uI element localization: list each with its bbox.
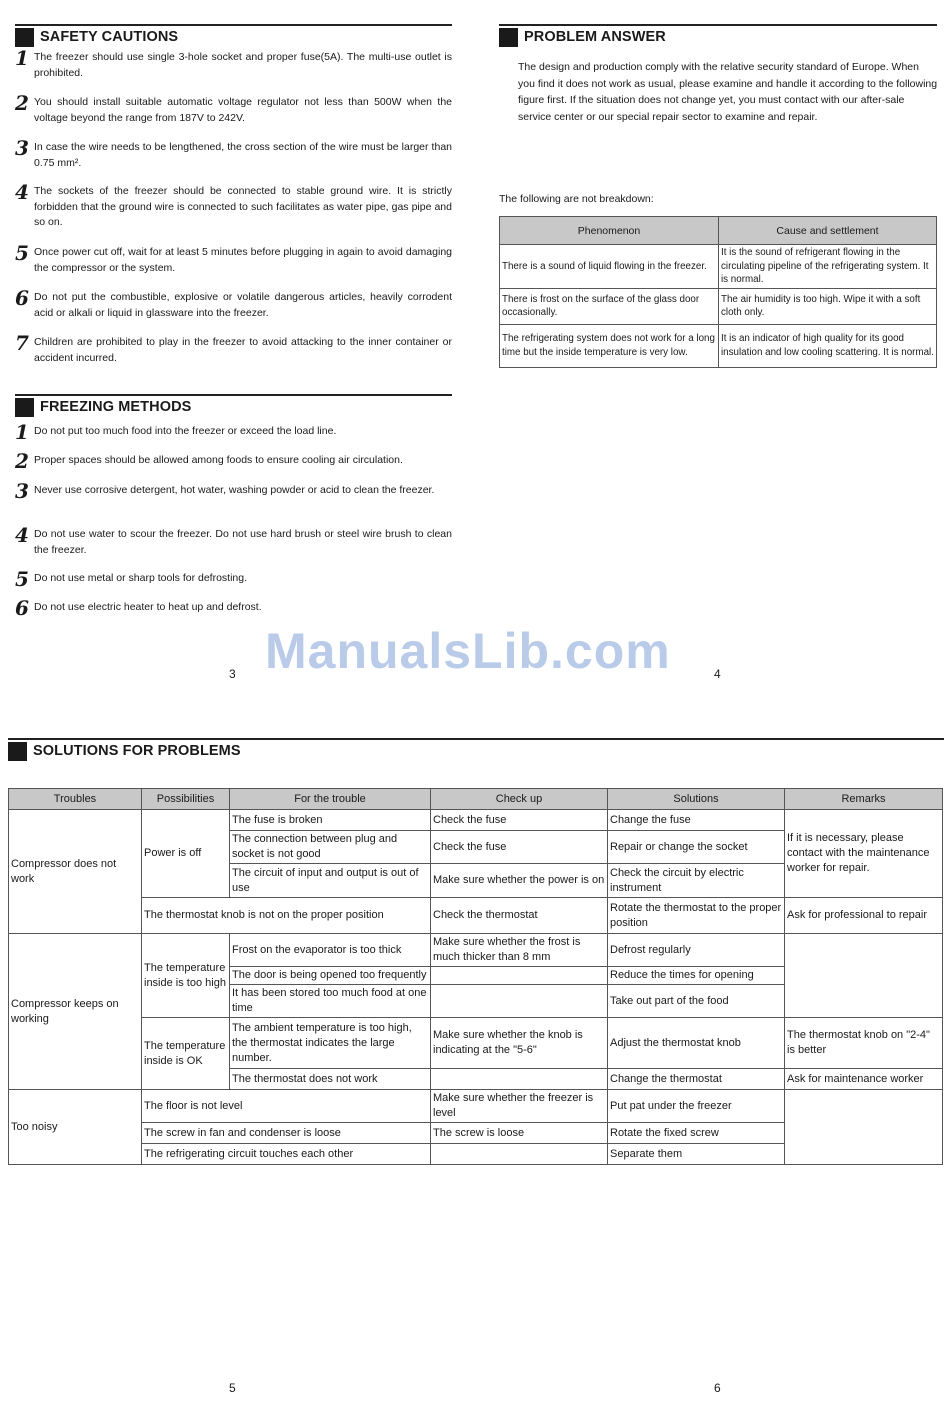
table-row <box>9 1090 943 1123</box>
heading-block-marker <box>15 28 34 47</box>
item-number: 1 <box>15 420 29 444</box>
solutions-heading <box>8 740 408 762</box>
item-text: Do not use water to scour the freezer. Do not use hard brush or steel wire brush to clean the freezer. <box>34 528 452 556</box>
problem-answer-title: PROBLEM ANSWER <box>524 29 666 45</box>
table-header: Phenomenon <box>500 217 719 245</box>
item-text: Do not use electric heater to heat up and defrost. <box>34 601 262 613</box>
table-cell: The thermostat knob is not on the proper position <box>142 898 431 934</box>
freezing-item <box>15 479 452 503</box>
item-text: Do not put the combustible, explosive or volatile dangerous articles, heavily corrodent acid or alkali or liquid in glassware into the freezer. <box>34 291 452 319</box>
page-number: 6 <box>714 1381 721 1395</box>
table-cell: The screw is loose <box>431 1123 608 1144</box>
table-cell: Rotate the thermostat to the proper position <box>608 898 785 934</box>
item-text: The sockets of the freezer should be connected to stable ground wire. It is strictly forbidden that the ground wire is connected to such facilitates as water pipe, gas pipe and so on. <box>34 185 452 228</box>
table-cell: The thermostat does not work <box>230 1069 431 1090</box>
possibility-cell: Power is off <box>142 810 230 898</box>
table-cell: It is the sound of refrigerant flowing in the circulating pipeline of the refrigerating system. It is normal. <box>719 245 937 289</box>
table-row <box>500 324 937 367</box>
problem-answer-heading <box>499 24 937 48</box>
freezing-item <box>15 567 452 591</box>
remark-cell: Ask for maintenance worker <box>785 1069 943 1090</box>
safety-item <box>15 180 452 231</box>
item-text: Once power cut off, wait for at least 5 minutes before plugging in again to avoid damaging the compressor or the system. <box>34 246 452 274</box>
table-cell: It has been stored too much food at one time <box>230 985 431 1018</box>
remark-cell <box>785 934 943 1018</box>
table-cell: The circuit of input and output is out of use <box>230 864 431 898</box>
table-cell <box>431 1069 608 1090</box>
safety-item <box>15 286 452 321</box>
table-header: Remarks <box>785 789 943 810</box>
item-number: 1 <box>15 46 29 70</box>
table-cell: Put pat under the freezer <box>608 1090 785 1123</box>
safety-item <box>15 136 452 171</box>
table-row <box>9 898 943 934</box>
table-row <box>9 1018 943 1069</box>
table-cell: Make sure whether the freezer is level <box>431 1090 608 1123</box>
item-number: 5 <box>15 567 29 591</box>
item-number: 3 <box>15 479 29 503</box>
table-cell: Change the fuse <box>608 810 785 831</box>
safety-item <box>15 241 452 276</box>
table-header: Check up <box>431 789 608 810</box>
watermark: ManualsLib.com <box>265 623 671 679</box>
item-number: 4 <box>15 523 29 547</box>
table-cell: Check the circuit by electric instrument <box>608 864 785 898</box>
table-cell <box>431 985 608 1018</box>
page-number: 5 <box>229 1381 236 1395</box>
table-cell: The connection between plug and socket is not good <box>230 831 431 864</box>
table-cell: The door is being opened too frequently <box>230 967 431 985</box>
page-number: 4 <box>714 667 721 681</box>
item-number: 3 <box>15 136 29 160</box>
remark-cell <box>785 1090 943 1165</box>
table-row <box>9 810 943 831</box>
table-cell: Make sure whether the frost is much thicker than 8 mm <box>431 934 608 967</box>
possibility-cell: The temperature inside is too high <box>142 934 230 1018</box>
item-text: In case the wire needs to be lengthened, the cross section of the wire must be larger than 0.75 mm². <box>34 141 452 169</box>
table-cell: Take out part of the food <box>608 985 785 1018</box>
heading-block-marker <box>499 28 518 47</box>
table-cell: Separate them <box>608 1144 785 1165</box>
table-row <box>9 934 943 967</box>
remark-cell: Ask for professional to repair <box>785 898 943 934</box>
table-cell: It is an indicator of high quality for its good insulation and low cooling scattering. It is normal. <box>719 324 937 367</box>
freezing-item <box>15 420 452 444</box>
heading-block-marker <box>8 742 27 761</box>
item-number: 7 <box>15 331 29 355</box>
table-cell: There is a sound of liquid flowing in the freezer. <box>500 245 719 289</box>
freezing-item <box>15 523 452 558</box>
table-cell: Rotate the fixed screw <box>608 1123 785 1144</box>
table-cell: Reduce the times for opening <box>608 967 785 985</box>
trouble-cell: Compressor keeps on working <box>9 934 142 1090</box>
item-number: 2 <box>15 449 29 473</box>
table-cell: Frost on the evaporator is too thick <box>230 934 431 967</box>
table-cell: The ambient temperature is too high, the thermostat indicates the large number. <box>230 1018 431 1069</box>
table-cell: Check the thermostat <box>431 898 608 934</box>
table-cell <box>431 967 608 985</box>
trouble-cell: Too noisy <box>9 1090 142 1165</box>
trouble-cell: Compressor does not work <box>9 810 142 934</box>
item-text: Children are prohibited to play in the freezer to avoid attacking to the inner container or accident incurred. <box>34 336 452 364</box>
not-breakdown-label: The following are not breakdown: <box>499 193 654 205</box>
freezing-item <box>15 449 452 473</box>
freezing-item <box>15 596 452 620</box>
table-header: For the trouble <box>230 789 431 810</box>
freezing-methods-heading <box>15 394 452 418</box>
table-cell: The refrigerating circuit touches each other <box>142 1144 431 1165</box>
not-breakdown-table <box>499 216 937 368</box>
item-text: You should install suitable automatic voltage regulator not less than 500W when the voltage beyond the range from 187V to 242V. <box>34 96 452 124</box>
item-number: 2 <box>15 91 29 115</box>
remark-cell: The thermostat knob on "2-4" is better <box>785 1018 943 1069</box>
safety-cautions-title: SAFETY CAUTIONS <box>40 29 179 45</box>
safety-item <box>15 331 452 366</box>
table-row <box>500 288 937 324</box>
table-cell: Defrost regularly <box>608 934 785 967</box>
table-header: Solutions <box>608 789 785 810</box>
possibility-cell: The temperature inside is OK <box>142 1018 230 1090</box>
item-text: The freezer should use single 3-hole socket and proper fuse(5A). The multi-use outlet is prohibited. <box>34 51 452 79</box>
item-number: 5 <box>15 241 29 265</box>
table-cell: Check the fuse <box>431 831 608 864</box>
safety-item <box>15 91 452 126</box>
table-cell: There is frost on the surface of the glass door occasionally. <box>500 288 719 324</box>
table-cell <box>431 1144 608 1165</box>
solutions-title: SOLUTIONS FOR PROBLEMS <box>33 743 241 759</box>
table-cell: Repair or change the socket <box>608 831 785 864</box>
table-cell: The floor is not level <box>142 1090 431 1123</box>
table-cell: The refrigerating system does not work for a long time but the inside temperature is very low. <box>500 324 719 367</box>
safety-cautions-heading <box>15 24 452 48</box>
heading-block-marker <box>15 398 34 417</box>
item-number: 4 <box>15 180 29 204</box>
table-header: Possibilities <box>142 789 230 810</box>
table-cell: Adjust the thermostat knob <box>608 1018 785 1069</box>
safety-item <box>15 46 452 81</box>
table-cell: Make sure whether the knob is indicating at the "5-6" <box>431 1018 608 1069</box>
solutions-table <box>8 788 943 1165</box>
problem-intro: The design and production comply with the relative security standard of Europe. When you find it does not work as usual, please examine and handle it according to the following figure first. If the situation does not change yet, you must contact with our after-sale service center or our special repair sector to examine and repair. <box>518 61 938 123</box>
item-number: 6 <box>15 286 29 310</box>
item-text: Do not put too much food into the freezer or exceed the load line. <box>34 425 337 437</box>
item-text: Proper spaces should be allowed among foods to ensure cooling air circulation. <box>34 454 403 466</box>
table-row <box>500 245 937 289</box>
freezing-methods-title: FREEZING METHODS <box>40 399 192 415</box>
page-number: 3 <box>229 667 236 681</box>
table-cell: Change the thermostat <box>608 1069 785 1090</box>
table-cell: Check the fuse <box>431 810 608 831</box>
table-cell: The air humidity is too high. Wipe it with a soft cloth only. <box>719 288 937 324</box>
item-text: Do not use metal or sharp tools for defrosting. <box>34 572 248 584</box>
item-number: 6 <box>15 596 29 620</box>
table-cell: Make sure whether the power is on <box>431 864 608 898</box>
table-header: Cause and settlement <box>719 217 937 245</box>
item-text: Never use corrosive detergent, hot water, washing powder or acid to clean the freezer. <box>34 484 435 496</box>
remark-cell: If it is necessary, please contact with the maintenance worker for repair. <box>785 810 943 898</box>
table-cell: The screw in fan and condenser is loose <box>142 1123 431 1144</box>
table-cell: The fuse is broken <box>230 810 431 831</box>
table-header: Troubles <box>9 789 142 810</box>
